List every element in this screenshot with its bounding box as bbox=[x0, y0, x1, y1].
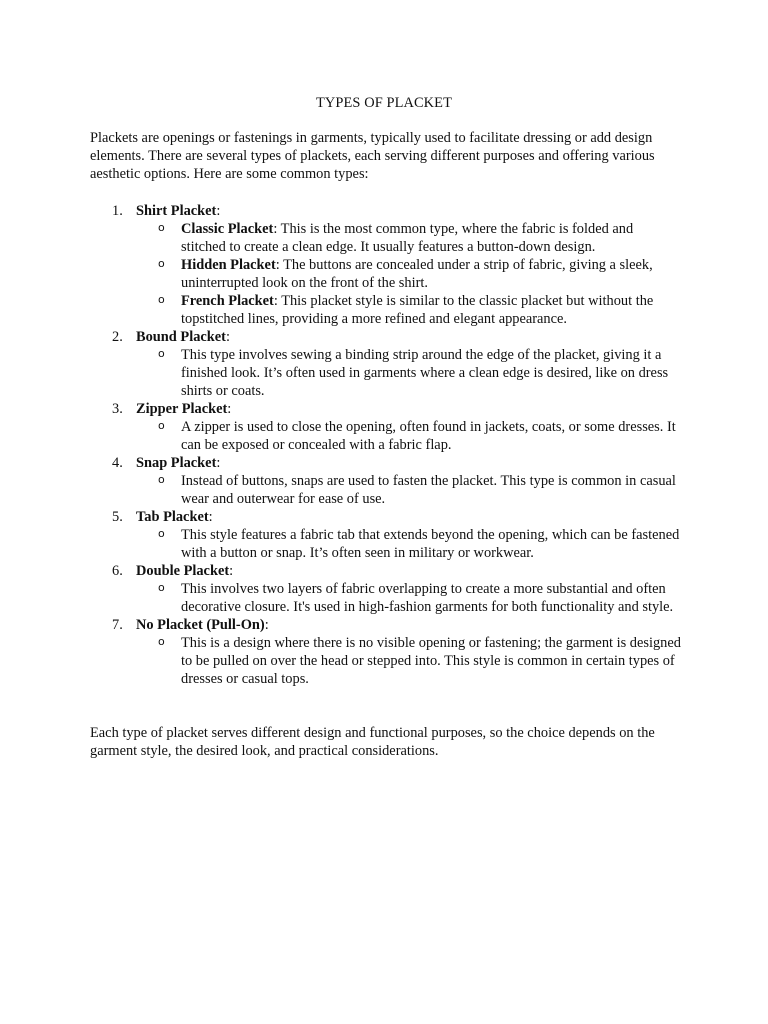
list-item bbox=[90, 202, 690, 328]
list-item-colon: : bbox=[225, 329, 230, 345]
sub-item-text: : This is the most common type, where the fabric is folded and stitched to create a clean edge. It usually features a button-down design. bbox=[181, 221, 634, 255]
list-item-colon: : bbox=[229, 563, 234, 579]
list-item-name: Tab Placket bbox=[136, 509, 209, 525]
bullet-icon: o bbox=[158, 527, 165, 540]
sub-item-text: This involves two layers of fabric overlapping to create a more substantial and often decorative closure. It's used in high-fashion garments for both functionality and style. bbox=[181, 581, 674, 615]
list-item-name: Snap Placket bbox=[136, 455, 217, 471]
list-item-colon: : bbox=[216, 455, 221, 471]
sub-item bbox=[90, 580, 681, 616]
sub-item-text: : The buttons are concealed under a strip of fabric, giving a sleek, uninterrupted look on the front of the shirt. bbox=[181, 257, 653, 291]
list-item-heading bbox=[90, 562, 690, 580]
list-item-name: Double Placket bbox=[136, 563, 230, 579]
list-item-heading bbox=[90, 400, 690, 418]
sub-item bbox=[90, 526, 681, 562]
list-item-colon: : bbox=[216, 203, 221, 219]
bullet-icon: o bbox=[158, 293, 165, 306]
list-item-colon: : bbox=[227, 401, 232, 417]
sub-item-term: French Placket bbox=[181, 293, 274, 309]
list-item-name: Shirt Placket bbox=[136, 203, 217, 219]
bullet-icon: o bbox=[158, 347, 165, 360]
list-item bbox=[90, 616, 690, 688]
page-title: TYPES OF PLACKET bbox=[316, 95, 452, 111]
list-item-name: Bound Placket bbox=[136, 329, 226, 345]
bullet-icon: o bbox=[158, 635, 165, 648]
bullet-icon: o bbox=[158, 257, 165, 270]
list-item-heading bbox=[90, 616, 690, 634]
list-item-number: 1. bbox=[112, 203, 123, 219]
bullet-icon: o bbox=[158, 581, 165, 594]
sub-item bbox=[90, 292, 681, 328]
closing-paragraph: Each type of placket serves different design and functional purposes, so the choice depends on the garment style, the desired look, and practical considerations. bbox=[90, 725, 655, 759]
list-item-number: 5. bbox=[112, 509, 123, 525]
list-item-heading bbox=[90, 454, 690, 472]
list-item bbox=[90, 562, 690, 616]
sub-item bbox=[90, 220, 681, 256]
placket-types-list bbox=[90, 202, 690, 688]
list-item-number: 7. bbox=[112, 617, 123, 633]
list-item-heading bbox=[90, 202, 690, 220]
intro-paragraph: Plackets are openings or fastenings in garments, typically used to facilitate dressing or add design elements. There are several types of plackets, each serving different purposes and offering various aesthetic options. Here are some common types: bbox=[90, 130, 655, 182]
sub-item-text: : This placket style is similar to the classic placket but without the topstitched lines, providing a more refined and elegant appearance. bbox=[181, 293, 654, 327]
sub-item-text: This type involves sewing a binding strip around the edge of the placket, giving it a finished look. It’s often used in garments where a clean edge is desired, like on dress shirts or coats. bbox=[181, 347, 669, 399]
bullet-icon: o bbox=[158, 473, 165, 486]
list-item-heading bbox=[90, 328, 690, 346]
list-item-number: 6. bbox=[112, 563, 123, 579]
sub-item-text: A zipper is used to close the opening, often found in jackets, coats, or some dresses. It can be exposed or concealed with a fabric flap. bbox=[181, 419, 676, 453]
sub-item-text: This is a design where there is no visible opening or fastening; the garment is designed to be pulled on over the head or stepped into. This style is common in certain types of dresses or casual tops. bbox=[181, 635, 681, 687]
sub-item-term: Classic Placket bbox=[181, 221, 274, 237]
sub-item bbox=[90, 418, 681, 454]
sub-item bbox=[90, 346, 681, 400]
sub-item-text: Instead of buttons, snaps are used to fasten the placket. This type is common in casual wear and outerwear for ease of use. bbox=[181, 473, 676, 507]
list-item-number: 2. bbox=[112, 329, 123, 345]
list-item-name: Zipper Placket bbox=[136, 401, 228, 417]
list-item bbox=[90, 454, 690, 508]
list-item-number: 4. bbox=[112, 455, 123, 471]
sub-item bbox=[90, 634, 681, 688]
list-item bbox=[90, 328, 690, 400]
list-item-colon: : bbox=[208, 509, 213, 525]
list-item bbox=[90, 508, 690, 562]
list-item-heading bbox=[90, 508, 690, 526]
list-item-colon: : bbox=[264, 617, 269, 633]
list-item-number: 3. bbox=[112, 401, 123, 417]
list-item bbox=[90, 400, 690, 454]
bullet-icon: o bbox=[158, 419, 165, 432]
sub-item bbox=[90, 256, 681, 292]
list-item-name: No Placket (Pull-On) bbox=[136, 617, 265, 633]
sub-item-term: Hidden Placket bbox=[181, 257, 276, 273]
bullet-icon: o bbox=[158, 221, 165, 234]
sub-item bbox=[90, 472, 681, 508]
sub-item-text: This style features a fabric tab that extends beyond the opening, which can be fastened with a button or snap. It’s often seen in military or workwear. bbox=[181, 527, 680, 561]
